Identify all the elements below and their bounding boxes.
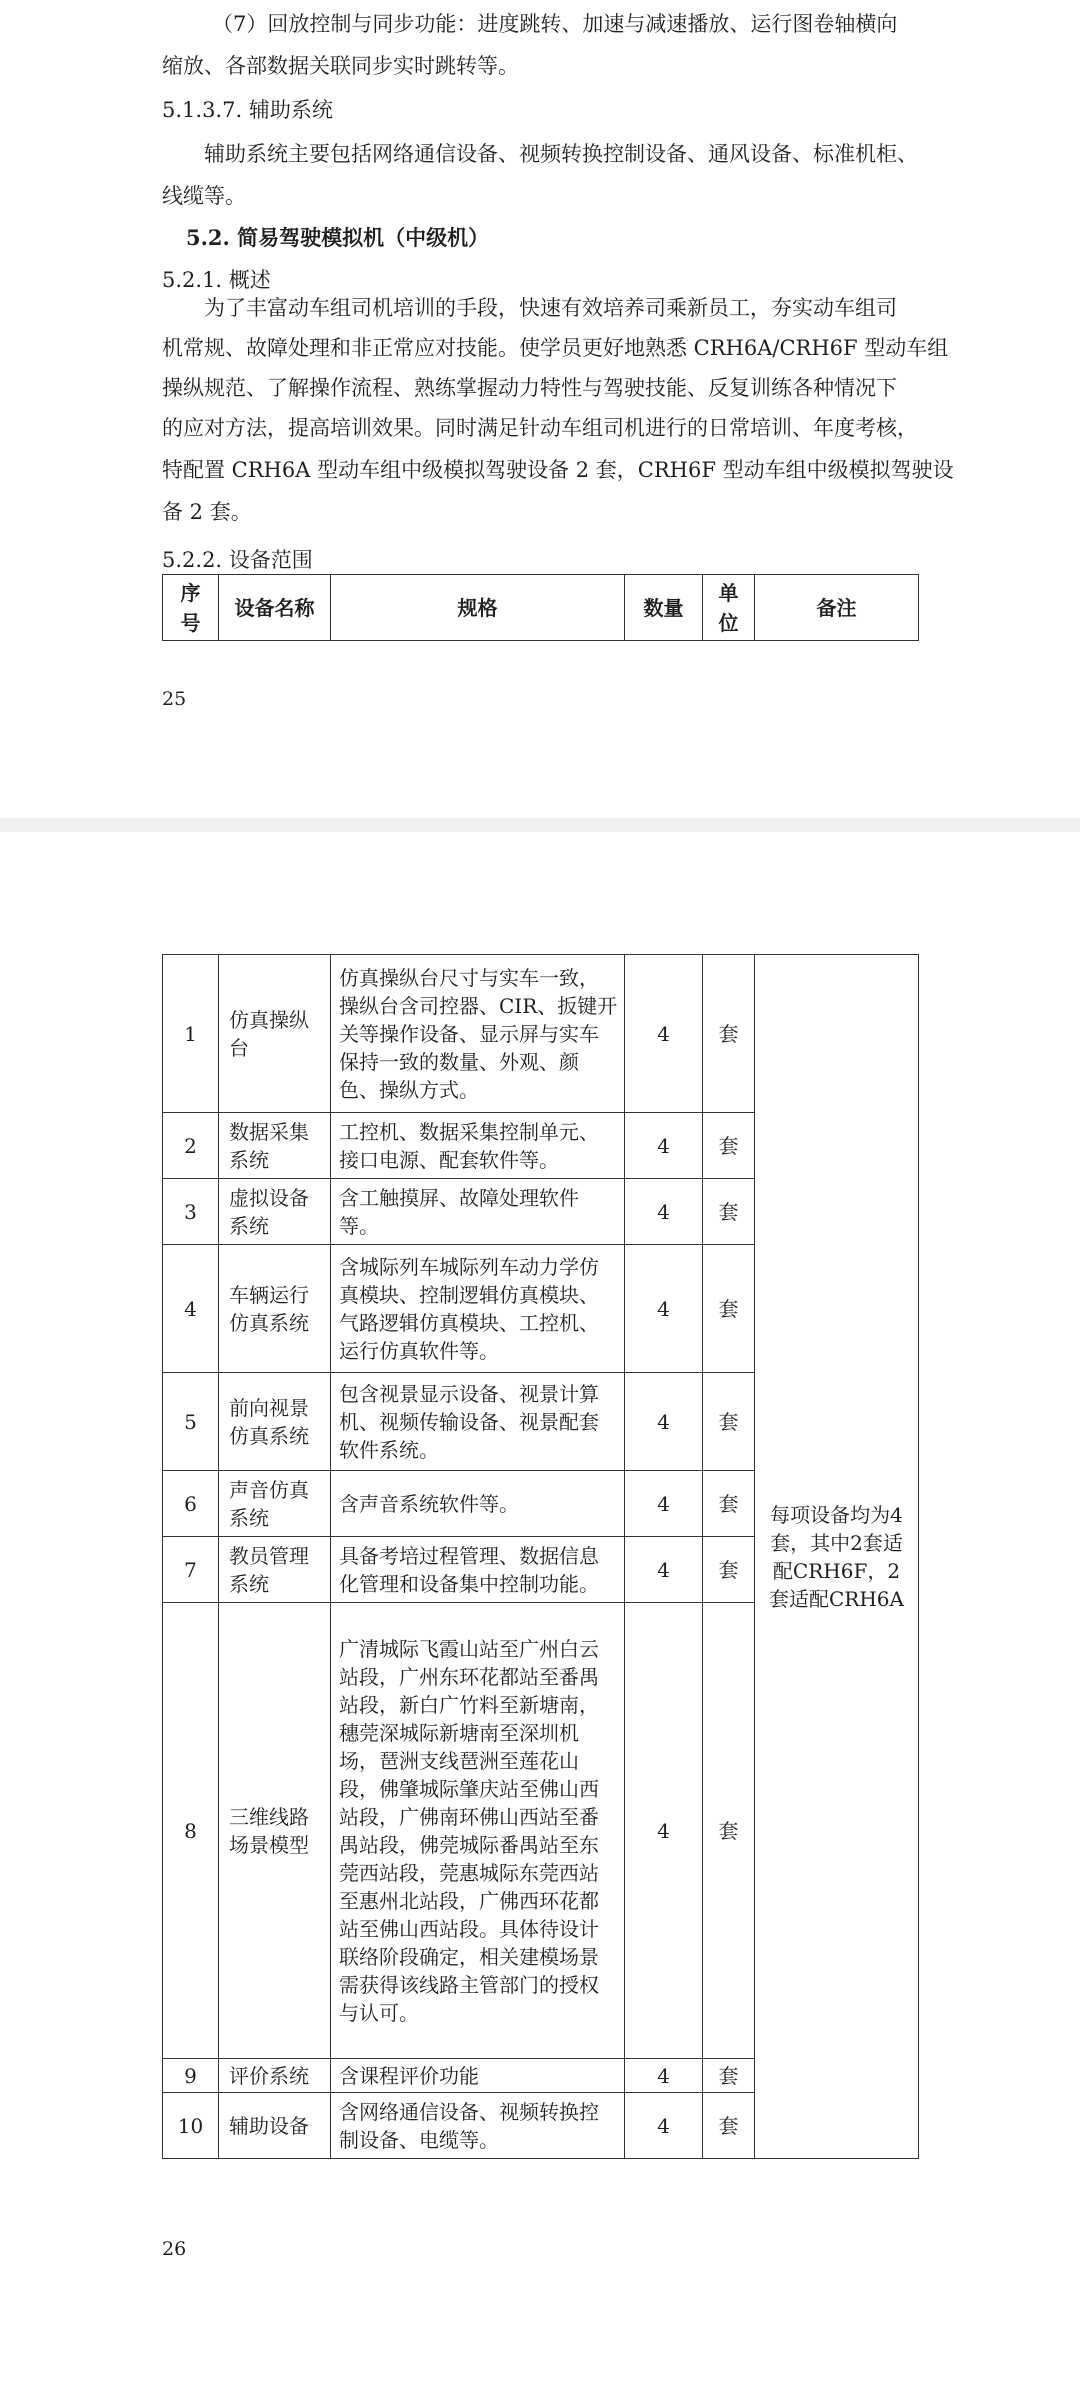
row-name: 仿真操纵台 bbox=[219, 955, 331, 1113]
page-number: 26 bbox=[162, 2238, 187, 2260]
row-spec: 含课程评价功能 bbox=[331, 2059, 625, 2093]
paragraph-line: 操纵规范、了解操作流程、熟练掌握动力特性与驾驶技能、反复训练各种情况下 bbox=[162, 376, 897, 400]
row-no: 6 bbox=[163, 1471, 219, 1537]
row-unit: 套 bbox=[703, 1245, 755, 1373]
row-spec: 广清城际飞霞山站至广州白云站段，广州东环花都站至番禺站段，新白广竹料至新塘南，穗莞深城际新塘南至深圳机场，琶洲支线琶洲至莲花山段，佛肇城际肇庆站至佛山西站段，广佛南环佛山西站至番禺站段，佛莞城际番禺站至东莞西站段，莞惠城际东莞西站至惠州北站段，广佛西环花都站至佛山西站段。具体待设计联络阶段确定，相关建模场景需获得该线路主管部门的授权与认可。 bbox=[331, 1603, 625, 2059]
header-name: 设备名称 bbox=[219, 575, 331, 641]
paragraph-line: 备 2 套。 bbox=[162, 500, 252, 524]
header-spec: 规格 bbox=[331, 575, 625, 641]
row-qty: 4 bbox=[625, 1603, 703, 2059]
row-name: 辅助设备 bbox=[219, 2093, 331, 2159]
section-heading-5-1-3-7: 5.1.3.7. 辅助系统 bbox=[162, 98, 333, 122]
row-qty: 4 bbox=[625, 1179, 703, 1245]
row-qty: 4 bbox=[625, 2059, 703, 2093]
row-spec: 仿真操纵台尺寸与实车一致，操纵台含司控器、CIR、扳键开关等操作设备、显示屏与实车保持一致的数量、外观、颜色、操纵方式。 bbox=[331, 955, 625, 1113]
row-unit: 套 bbox=[703, 955, 755, 1113]
section-heading-5-2-1: 5.2.1. 概述 bbox=[162, 268, 271, 292]
row-qty: 4 bbox=[625, 1373, 703, 1471]
row-qty: 4 bbox=[625, 1471, 703, 1537]
row-no: 8 bbox=[163, 1603, 219, 2059]
row-note: 每项设备均为4套，其中2套适配CRH6F，2套适配CRH6A bbox=[755, 955, 919, 2159]
row-spec: 具备考培过程管理、数据信息化管理和设备集中控制功能。 bbox=[331, 1537, 625, 1603]
row-name: 评价系统 bbox=[219, 2059, 331, 2093]
row-name: 前向视景仿真系统 bbox=[219, 1373, 331, 1471]
row-unit: 套 bbox=[703, 1179, 755, 1245]
row-no: 3 bbox=[163, 1179, 219, 1245]
row-name: 数据采集系统 bbox=[219, 1113, 331, 1179]
row-spec: 包含视景显示设备、视景计算机、视频传输设备、视景配套软件系统。 bbox=[331, 1373, 625, 1471]
header-no: 序号 bbox=[163, 575, 219, 641]
row-no: 1 bbox=[163, 955, 219, 1113]
row-no: 9 bbox=[163, 2059, 219, 2093]
document-page-26 bbox=[0, 832, 1080, 2354]
paragraph-line: （7）回放控制与同步功能：进度跳转、加速与减速播放、运行图卷轴横向 bbox=[212, 12, 898, 36]
row-qty: 4 bbox=[625, 1245, 703, 1373]
equipment-table-header bbox=[162, 574, 919, 641]
row-unit: 套 bbox=[703, 1471, 755, 1537]
table-row bbox=[163, 955, 919, 1113]
paragraph-line: 线缆等。 bbox=[162, 184, 246, 208]
header-note: 备注 bbox=[755, 575, 919, 641]
row-name: 教员管理系统 bbox=[219, 1537, 331, 1603]
paragraph-line: 特配置 CRH6A 型动车组中级模拟驾驶设备 2 套，CRH6F 型动车组中级模拟驾驶设 bbox=[162, 458, 954, 482]
section-heading-5-2-2: 5.2.2. 设备范围 bbox=[162, 548, 313, 572]
row-spec: 含网络通信设备、视频转换控制设备、电缆等。 bbox=[331, 2093, 625, 2159]
row-spec: 含城际列车城际列车动力学仿真模块、控制逻辑仿真模块、气路逻辑仿真模块、工控机、运行仿真软件等。 bbox=[331, 1245, 625, 1373]
paragraph-line: 为了丰富动车组司机培训的手段，快速有效培养司乘新员工，夯实动车组司 bbox=[204, 296, 897, 320]
paragraph-line: 缩放、各部数据关联同步实时跳转等。 bbox=[162, 54, 519, 78]
row-name: 声音仿真系统 bbox=[219, 1471, 331, 1537]
row-spec: 工控机、数据采集控制单元、接口电源、配套软件等。 bbox=[331, 1113, 625, 1179]
row-unit: 套 bbox=[703, 1603, 755, 2059]
row-qty: 4 bbox=[625, 2093, 703, 2159]
row-spec: 含声音系统软件等。 bbox=[331, 1471, 625, 1537]
row-no: 5 bbox=[163, 1373, 219, 1471]
document-page-25 bbox=[0, 0, 1080, 818]
section-heading-5-2: 5.2. 简易驾驶模拟机（中级机） bbox=[186, 225, 490, 250]
equipment-table bbox=[162, 954, 919, 2159]
row-no: 2 bbox=[163, 1113, 219, 1179]
row-no: 10 bbox=[163, 2093, 219, 2159]
paragraph-line: 的应对方法，提高培训效果。同时满足针动车组司机进行的日常培训、年度考核， bbox=[162, 416, 918, 440]
row-unit: 套 bbox=[703, 2059, 755, 2093]
row-name: 三维线路场景模型 bbox=[219, 1603, 331, 2059]
row-spec: 含工触摸屏、故障处理软件等。 bbox=[331, 1179, 625, 1245]
row-name: 车辆运行仿真系统 bbox=[219, 1245, 331, 1373]
row-qty: 4 bbox=[625, 1537, 703, 1603]
paragraph-line: 机常规、故障处理和非正常应对技能。使学员更好地熟悉 CRH6A/CRH6F 型动车组 bbox=[162, 336, 949, 360]
row-unit: 套 bbox=[703, 2093, 755, 2159]
page-number: 25 bbox=[162, 688, 187, 710]
row-no: 4 bbox=[163, 1245, 219, 1373]
row-qty: 4 bbox=[625, 1113, 703, 1179]
header-unit: 单位 bbox=[703, 575, 755, 641]
row-no: 7 bbox=[163, 1537, 219, 1603]
header-qty: 数量 bbox=[625, 575, 703, 641]
paragraph-line: 辅助系统主要包括网络通信设备、视频转换控制设备、通风设备、标准机柜、 bbox=[204, 142, 918, 166]
row-qty: 4 bbox=[625, 955, 703, 1113]
row-unit: 套 bbox=[703, 1537, 755, 1603]
row-unit: 套 bbox=[703, 1373, 755, 1471]
row-unit: 套 bbox=[703, 1113, 755, 1179]
next-page-edge bbox=[0, 2354, 1080, 2400]
row-name: 虚拟设备系统 bbox=[219, 1179, 331, 1245]
